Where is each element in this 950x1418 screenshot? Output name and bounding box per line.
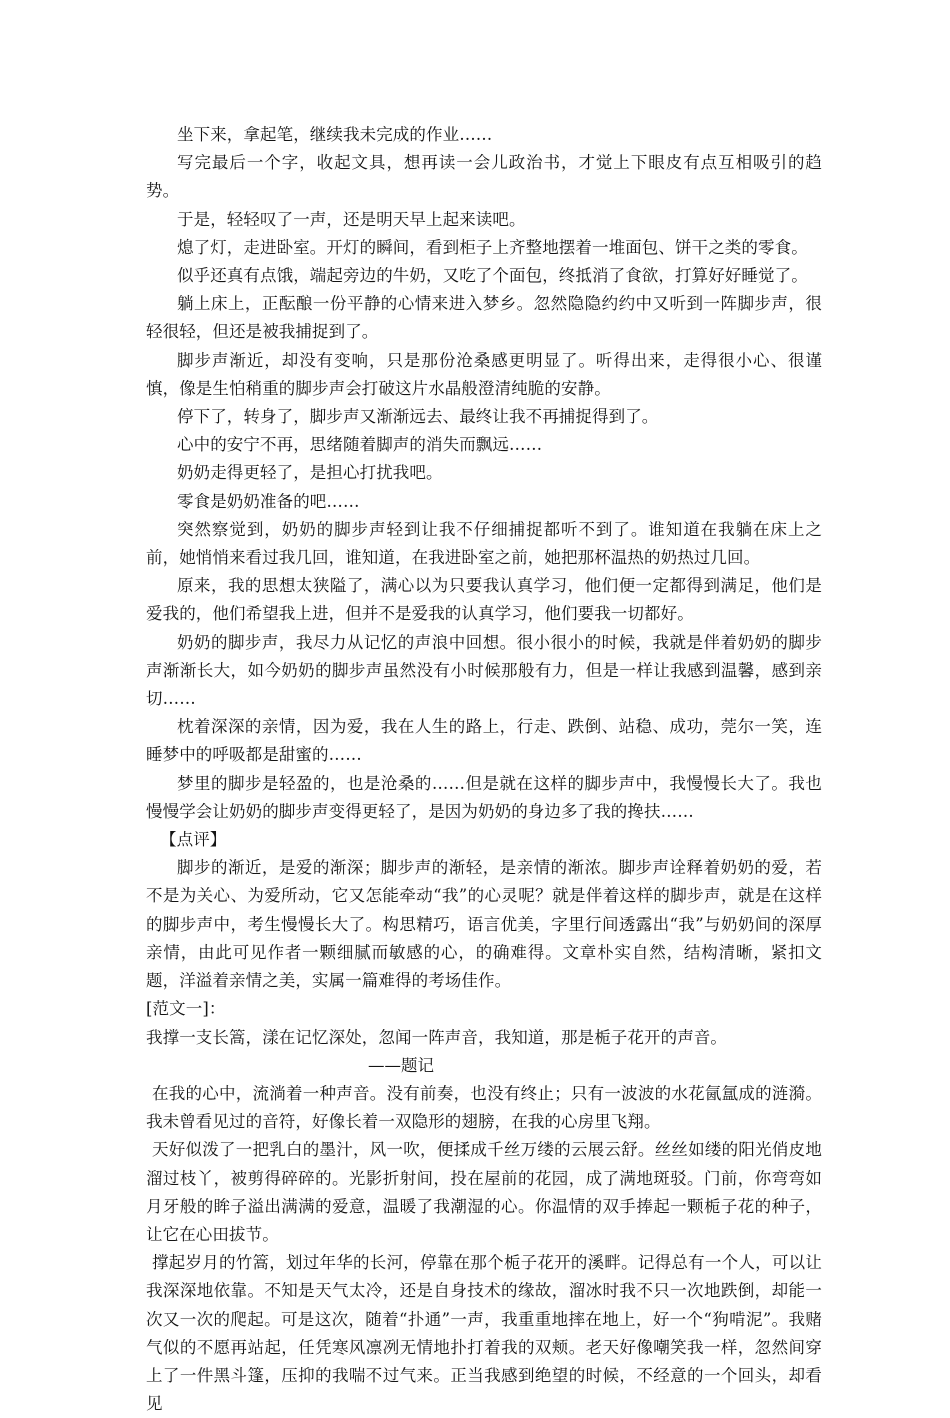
paragraph: 写完最后一个字，收起文具，想再读一会儿政治书，才觉上下眼皮有点互相吸引的趋势。 [146, 153, 822, 201]
paragraph: 零食是奶奶准备的吧…… [177, 491, 360, 511]
paragraph: 熄了灯，走进卧室。开灯的瞬间，看到柜子上齐整地摆着一堆面包、饼干之类的零食。 [177, 237, 808, 257]
paragraph: 奶奶的脚步声，我尽力从记忆的声浪中回想。很小很小的时候，我就是伴着奶奶的脚步声渐渐长大，如今奶奶的脚步声虽然没有小时候那般有力，但是一样让我感到温馨，感到亲切…… [146, 632, 822, 709]
paragraph: 原来，我的思想太狭隘了，满心以为只要我认真学习，他们便一定都得到满足，他们是爱我的，他们希望我上进，但并不是爱我的认真学习，他们要我一切都好。 [146, 576, 822, 624]
paragraph: 梦里的脚步是轻盈的，也是沧桑的……但是就在这样的脚步声中，我慢慢长大了。我也慢慢学会让奶奶的脚步声变得更轻了，是因为奶奶的身边多了我的搀扶…… [146, 773, 822, 821]
paragraph: 撑起岁月的竹篙，划过年华的长河，停靠在那个栀子花开的溪畔。记得总有一个人，可以让我深深地依靠。不知是天气太冷，还是自身技术的缘故，溜冰时我不只一次地跌倒，却能一次又一次的爬起。可是这次，随着“扑通”一声，我重重地摔在地上，好一个“狗啃泥”。我赌气似的不愿再站起，任凭寒风凛冽无情地扑打着我的双颊。老天好像嘲笑我一样，忽然间穿上了一件黑斗篷，压抑的我喘不过气来。正当我感到绝望的时候，不经意的一个回头，却看见 [146, 1253, 822, 1414]
paragraph: 于是，轻轻叹了一声，还是明天早上起来读吧。 [177, 209, 526, 229]
paragraph: 在我的心中，流淌着一种声音。没有前奏，也没有终止；只有一波波的水花氤氲成的涟漪。我未曾看见过的音符，好像长着一双隐形的翅膀，在我的心房里飞翔。 [146, 1083, 822, 1132]
paragraph: 【点评】 [160, 830, 227, 850]
paragraph: 天好似泼了一把乳白的墨汁，风一吹，便揉成千丝万缕的云展云舒。丝丝如缕的阳光俏皮地溜过枝丫，被剪得碎碎的。光影折射间，投在屋前的花园，成了满地斑驳。门前，你弯弯如月牙般的眸子溢出满满的爱意，温暖了我潮湿的心。你温情的双手捧起一颗栀子花的种子，让它在心田拔节。 [146, 1140, 822, 1244]
paragraph: 突然察觉到，奶奶的脚步声轻到让我不仔细捕捉都听不到了。谁知道在我躺在床上之前，她悄悄来看过我几回，谁知道，在我进卧室之前，她把那杯温热的奶热过几回。 [146, 519, 822, 568]
paragraph: 心中的安宁不再，思绪随着脚声的消失而飘远…… [177, 435, 543, 455]
paragraph: 我撑一支长篙，漾在记忆深处，忽闻一阵声音，我知道，那是栀子花开的声音。 [146, 1027, 727, 1047]
paragraph: 枕着深深的亲情，因为爱，我在人生的路上，行走、跌倒、站稳、成功，莞尔一笑，连睡梦中的呼吸都是甜蜜的…… [146, 717, 822, 765]
paragraph: 脚步声渐近，却没有变响，只是那份沧桑感更明显了。听得出来，走得很小心、很谨慎，像是生怕稍重的脚步声会打破这片水晶般澄清纯脆的安静。 [146, 350, 822, 398]
document-page [146, 121, 822, 1418]
paragraph: 停下了，转身了，脚步声又渐渐远去、最终让我不再捕捉得到了。 [177, 407, 659, 427]
paragraph: 坐下来，拿起笔，继续我未完成的作业…… [177, 125, 493, 144]
paragraph: 躺上床上，正酝酿一份平静的心情来进入梦乡。忽然隐隐约约中又听到一阵脚步声，很轻很轻，但还是被我捕捉到了。 [146, 294, 822, 342]
paragraph: 奶奶走得更轻了，是担心打扰我吧。 [177, 463, 443, 483]
epigraph-attribution: ——题记 [368, 1055, 434, 1075]
paragraph: 似乎还真有点饿，端起旁边的牛奶，又吃了个面包，终抵消了食欲，打算好好睡觉了。 [177, 266, 808, 286]
paragraph: 脚步的渐近，是爱的渐深；脚步声的渐轻，是亲情的渐浓。脚步声诠释着奶奶的爱，若不是为关心、为爱所动，它又怎能牵动“我”的心灵呢？就是伴着这样的脚步声，就是在这样的脚步声中，考生慢慢长大了。构思精巧，语言优美，字里行间透露出“我”与奶奶间的深厚亲情，由此可见作者一颗细腻而敏感的心，的确难得。文章朴实自然，结构清晰，紧扣文题，洋溢着亲情之美，实属一篇难得的考场佳作。 [146, 858, 822, 991]
paragraph: [范文一]： [146, 999, 226, 1019]
